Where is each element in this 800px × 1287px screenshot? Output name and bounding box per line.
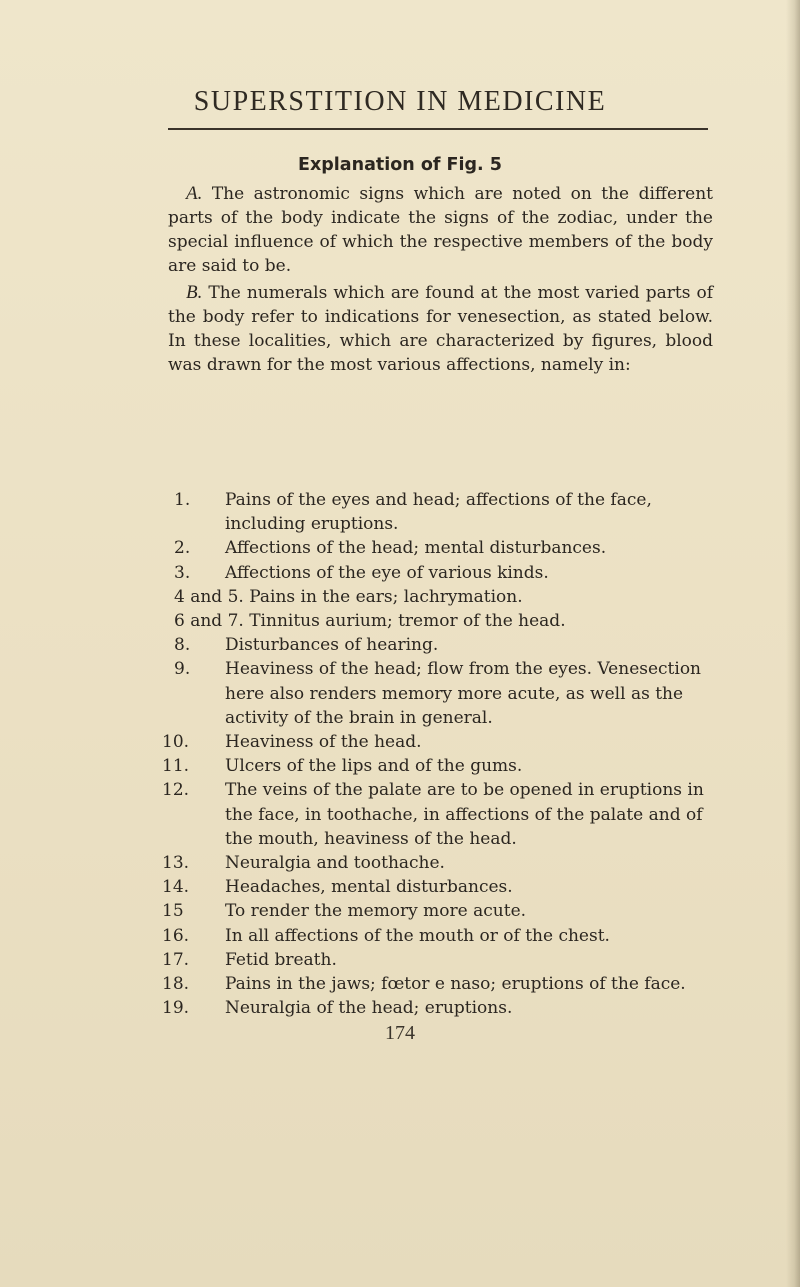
item-text: Affections of the eye of various kinds. <box>225 562 549 583</box>
item-number: 18. <box>162 974 190 995</box>
item-text: Pains in the ears; lachrymation. <box>249 586 523 607</box>
item-text: In all affections of the mouth or of the chest. <box>225 925 610 946</box>
item-text: Affections of the head; mental disturbances. <box>225 538 607 559</box>
item-number: 4 and 5. <box>174 586 244 607</box>
item-number: 9. <box>174 659 191 680</box>
item-text: Heaviness of the head; flow from the eyes. Venesection here also renders memory more acute, as well as the activity of the brain in general. <box>225 659 702 728</box>
item-number: 6 and 7. <box>174 611 244 632</box>
item-text: Pains in the jaws; fœtor e naso; eruptions of the face. <box>225 974 686 995</box>
item-text: Disturbances of hearing. <box>225 635 439 656</box>
list-item <box>162 972 713 996</box>
paragraph-label: A. <box>186 183 203 204</box>
page-number: 174 <box>385 1022 415 1044</box>
item-text: Heaviness of the head. <box>225 732 422 753</box>
item-number: 1. <box>174 490 191 510</box>
list-item <box>162 778 713 851</box>
item-number: 16. <box>162 925 190 946</box>
list-item <box>162 851 713 875</box>
item-number: 14. <box>162 877 190 898</box>
list-item <box>162 948 713 972</box>
list-item <box>168 536 713 560</box>
paragraph-a <box>168 182 713 278</box>
list-item <box>168 657 713 730</box>
item-text: Tinnitus aurium; tremor of the head. <box>249 611 566 632</box>
item-number: 10. <box>162 732 190 753</box>
item-number: 12. <box>162 780 190 801</box>
item-text: The veins of the palate are to be opened in eruptions in the face, in toothache, in affections of the palate and of the mouth, heaviness of the head. <box>225 780 704 849</box>
list-item <box>168 561 713 585</box>
paragraph-b <box>168 281 713 377</box>
paragraph-label: B. <box>186 282 203 303</box>
list-item <box>168 488 713 536</box>
list-item <box>162 754 713 778</box>
list-item <box>168 609 713 633</box>
list-item <box>162 730 713 754</box>
item-number: 3. <box>174 562 191 583</box>
item-text: Headaches, mental disturbances. <box>225 877 513 898</box>
item-text: Neuralgia and toothache. <box>225 853 445 874</box>
list-item <box>162 875 713 899</box>
item-text: Ulcers of the lips and of the gums. <box>225 756 523 777</box>
list-item <box>162 996 713 1020</box>
item-text: To render the memory more acute. <box>225 901 527 922</box>
item-number: 15 <box>162 901 184 922</box>
item-number: 11. <box>162 756 190 777</box>
item-number: 19. <box>162 998 190 1019</box>
item-number: 8. <box>174 635 191 656</box>
item-number: 17. <box>162 949 190 970</box>
item-text: Fetid breath. <box>225 949 337 970</box>
item-text: Neuralgia of the head; eruptions. <box>225 998 513 1019</box>
item-number: 13. <box>162 853 190 874</box>
list-item <box>162 924 713 948</box>
venesection-list <box>162 488 713 1020</box>
list-item <box>168 633 713 657</box>
running-head: SUPERSTITION IN MEDICINE <box>193 86 607 117</box>
paragraph-text: The astronomic signs which are noted on the different parts of the body indicate the signs of the zodiac, under the special influence of which the respective members of the body are said to be. <box>168 184 714 276</box>
list-item <box>162 899 713 923</box>
header-rule <box>168 128 708 130</box>
page-edge-shadow <box>786 0 800 1287</box>
item-number: 2. <box>174 538 191 559</box>
section-title: Explanation of Fig. 5 <box>298 155 502 175</box>
list-item <box>168 585 713 609</box>
paragraph-text: The numerals which are found at the most varied parts of the body refer to indications for venesection, as stated below. In these localities, which are characterized by figures, blood was drawn for the most various affections, namely in: <box>168 283 713 375</box>
item-text: Pains of the eyes and head; affections of the face, including eruptions. <box>225 490 652 535</box>
